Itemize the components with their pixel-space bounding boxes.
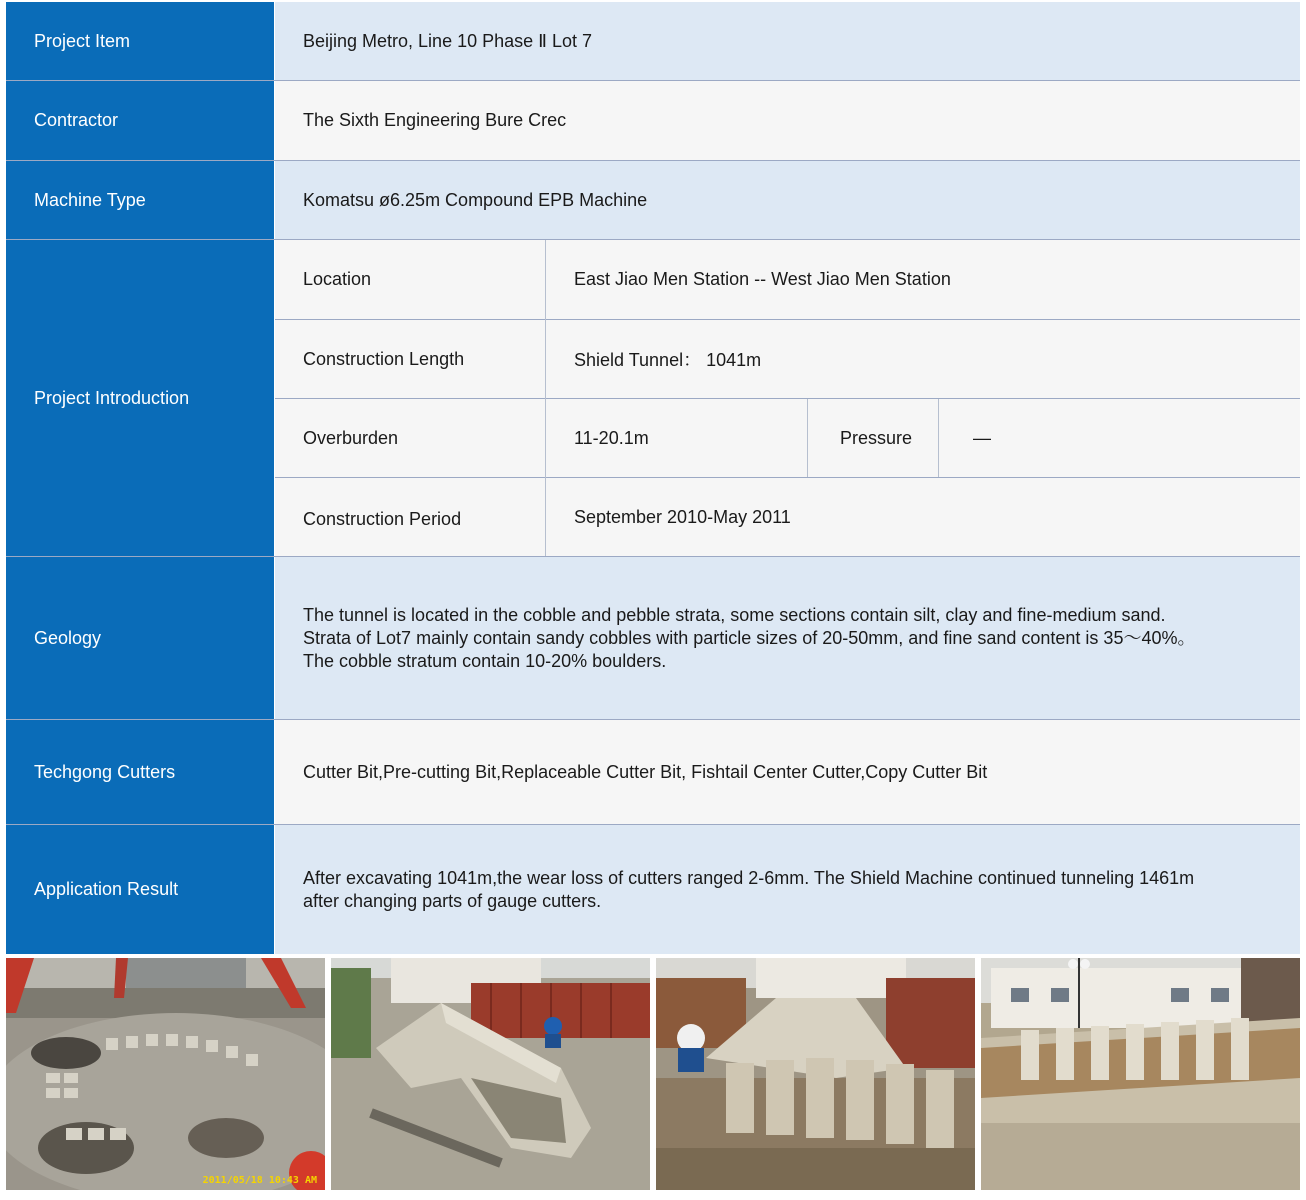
column-divider (545, 240, 546, 556)
project-item-label: Project Item (6, 2, 274, 80)
geology-value (275, 557, 1300, 719)
project-introduction-label: Project Introduction (6, 240, 274, 556)
application-result-line: After excavating 1041m,the wear loss of cutters ranged 2-6mm. The Shield Machine continued tunneling 1461m (303, 867, 1195, 888)
photo-strip (6, 958, 1300, 1190)
project-item-value: Beijing Metro, Line 10 Phase Ⅱ Lot 7 (275, 2, 1300, 80)
geology-line: The cobble stratum contain 10-20% boulders. (303, 650, 667, 671)
overburden-label: Overburden (275, 399, 546, 477)
application-result-text (303, 867, 1194, 913)
photo-timestamp: 2011/05/18 10:43 AM (202, 1175, 317, 1186)
worn-cutters-photo (981, 958, 1300, 1190)
contractor-label: Contractor (6, 81, 274, 160)
geology-line: Strata of Lot7 mainly contain sandy cobbles with particle sizes of 20-50mm, and fine sand content is 35～40%。 (303, 627, 1196, 648)
machine-type-value: Komatsu ø6.25m Compound EPB Machine (275, 161, 1300, 239)
construction-period-value: September 2010-May 2011 (546, 478, 1300, 556)
geology-line: The tunnel is located in the cobble and pebble strata, some sections contain silt, clay and fine-medium sand. (303, 604, 1166, 625)
pressure-label: Pressure (808, 399, 939, 477)
overburden-value: 11-20.1m (546, 399, 808, 477)
project-table (6, 2, 1300, 954)
construction-length-value: Shield Tunnel： 1041m (546, 320, 1300, 398)
contractor-value: The Sixth Engineering Bure Crec (275, 81, 1300, 160)
geology-label: Geology (6, 557, 274, 719)
techgong-cutters-value: Cutter Bit,Pre-cutting Bit,Replaceable Cutter Bit, Fishtail Center Cutter,Copy Cutter Bit (275, 720, 1300, 824)
geology-text (303, 604, 1195, 673)
fishtail-cutter-photo (331, 958, 650, 1190)
cutter-bits-photo (656, 958, 975, 1190)
pressure-value: — (939, 399, 1300, 477)
application-result-label: Application Result (6, 825, 274, 954)
construction-length-label: Construction Length (275, 320, 546, 398)
machine-type-label: Machine Type (6, 161, 274, 239)
cutterhead-photo (6, 958, 325, 1190)
column-divider (938, 399, 939, 477)
location-label: Location (275, 240, 546, 319)
construction-period-label: Construction Period (275, 478, 546, 556)
location-value: East Jiao Men Station -- West Jiao Men Station (546, 240, 1300, 319)
application-result-value (275, 825, 1300, 954)
column-divider (807, 399, 808, 477)
techgong-cutters-label: Techgong Cutters (6, 720, 274, 824)
application-result-line: after changing parts of gauge cutters. (303, 890, 602, 911)
